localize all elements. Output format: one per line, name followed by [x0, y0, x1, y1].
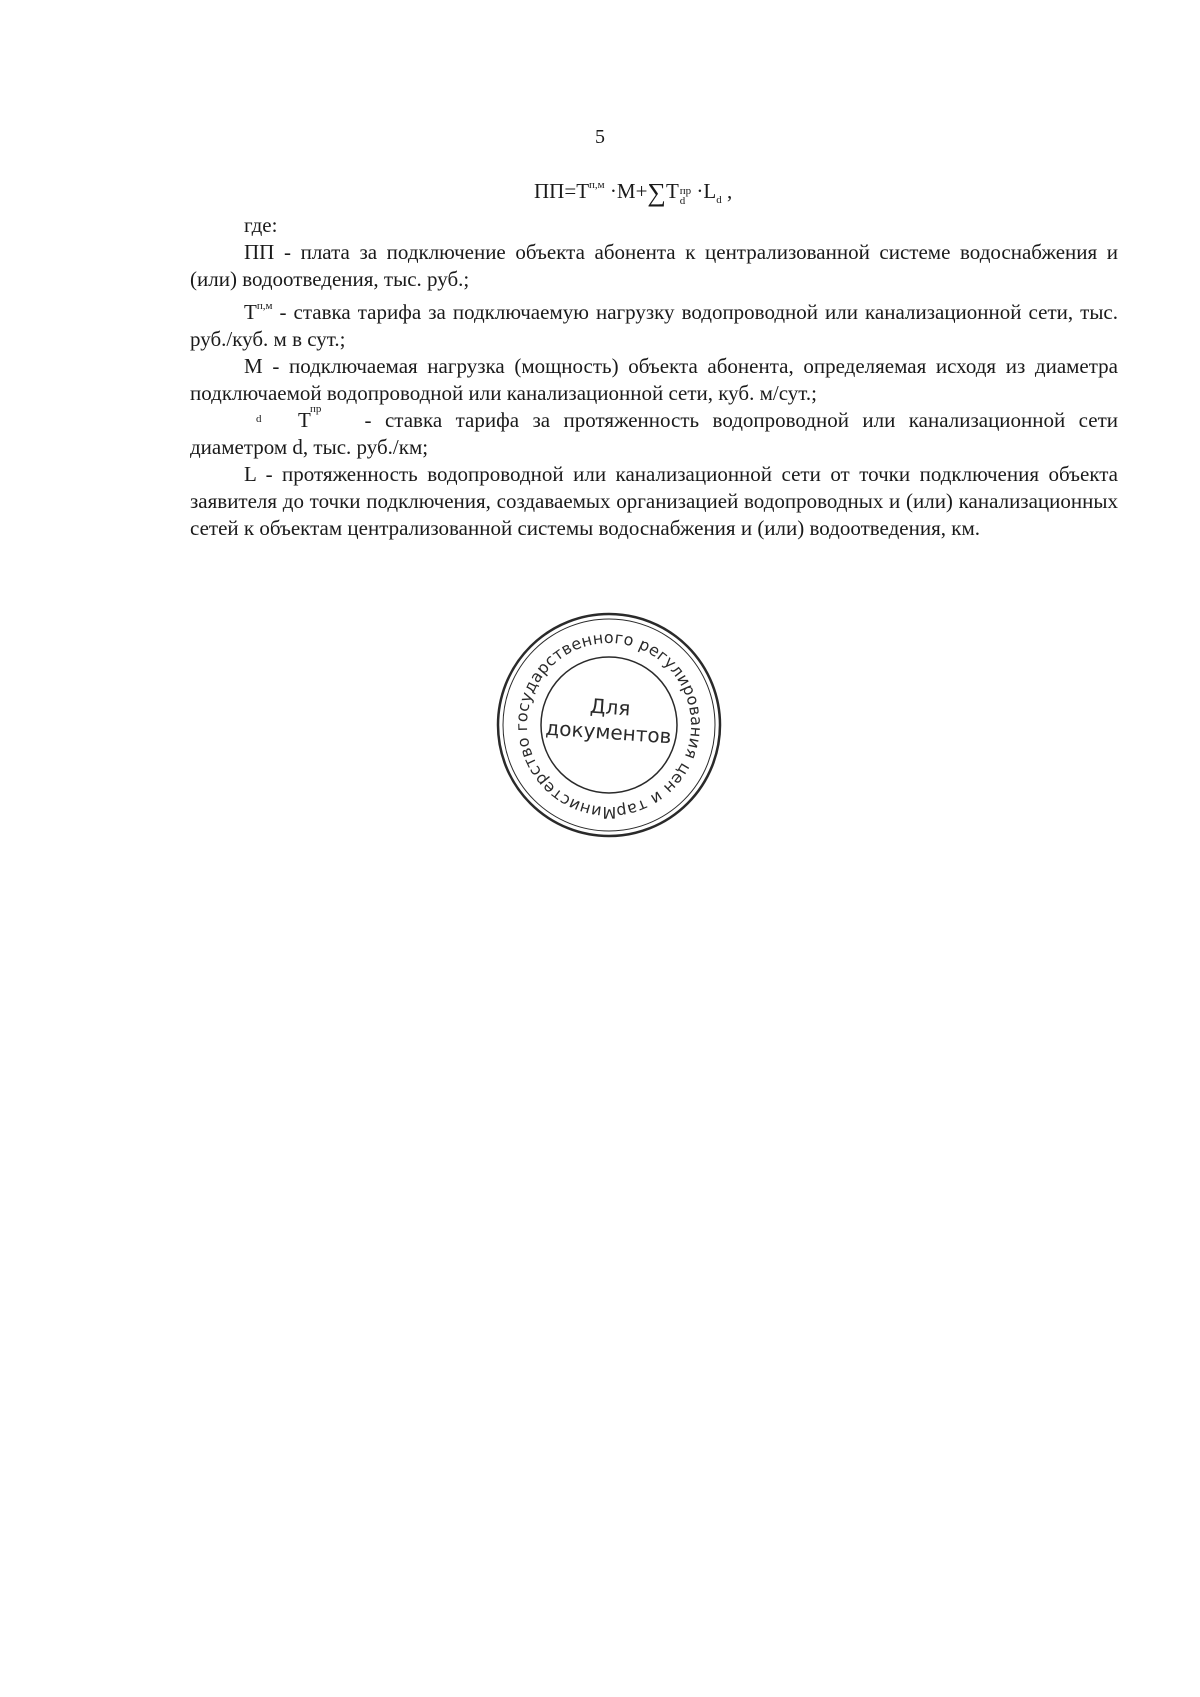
formula-lhs: ПП [534, 179, 565, 203]
definition-m [190, 353, 1118, 407]
definition-t-d [190, 403, 1119, 461]
definition-l [190, 461, 1118, 542]
definition-t-d-symbol-group [244, 403, 322, 434]
formula-l-sub: d [716, 194, 722, 206]
sum-icon: ∑ [647, 178, 666, 207]
formula-t-main-sup: п,м [589, 179, 605, 191]
definition-l-symbol: L [244, 462, 257, 486]
stamp-center-line1: Для [589, 693, 632, 721]
formula-t-d-sup: пр [679, 185, 692, 197]
payment-formula: $ПП=T^{п,м} \cdot M+\sum Tпр$ $d \cdot L_d$ , [534, 178, 733, 207]
formula-l: L [703, 179, 717, 203]
formula-t-d-sub: d [679, 195, 686, 207]
stamp-ring-textpath: Министерство государственного регулирования цен и тарифов Владимирской области ★ [488, 597, 707, 823]
stamp-graphic [488, 597, 722, 838]
definition-t-pm [190, 293, 1118, 353]
definition-t-d-sub: d [256, 413, 262, 425]
definitions-block [190, 212, 1118, 542]
definition-pp-text: - плата за подключение объекта абонента к централизованной системе водоснабжения и (или) водоотведения, тыс. руб.; [190, 240, 1119, 291]
page-number: 5 [595, 126, 605, 148]
definition-t-d-symbol: T [298, 408, 311, 432]
definition-pp-symbol: ПП [244, 240, 275, 264]
definition-m-symbol: M [244, 354, 263, 378]
where-label: где: [244, 213, 278, 237]
definition-t-d-sup: пр [310, 403, 322, 415]
formula-t-d: T [665, 179, 679, 203]
definition-t-d-indices [256, 404, 321, 424]
definition-l-text: - протяженность водопроводной или канализационной сети от точки подключения объекта заявителя до точки подключения, создаваемых организацией водопроводных и (или) канализационных сетей к объектам централизованной системы водоснабжения и (или) водоотведения, км. [190, 462, 1118, 540]
definition-m-text: - подключаемая нагрузка (мощность) объекта абонента, определяемая исходя из диаметра подключаемой водопроводной или канализационной сети, куб. м/сут.; [190, 354, 1119, 405]
stamp-center-line2: документов [544, 715, 673, 749]
formula-t-main: T [576, 179, 590, 203]
definition-pp [190, 239, 1118, 293]
definition-t-pm-text: - ставка тарифа за подключаемую нагрузку водопроводной или канализационной сети, тыс. руб./куб. м в сут.; [190, 300, 1119, 351]
definition-t-d-text: - ставка тарифа за протяженность водопроводной или канализационной сети диаметром d, тыс. руб./км; [190, 408, 1119, 459]
formula-m: M [616, 179, 636, 203]
definition-t-pm-symbol: T [244, 300, 257, 324]
official-stamp [488, 597, 722, 838]
definition-t-pm-sup: п,м [256, 300, 273, 312]
formula-t-d-indices [680, 186, 691, 206]
